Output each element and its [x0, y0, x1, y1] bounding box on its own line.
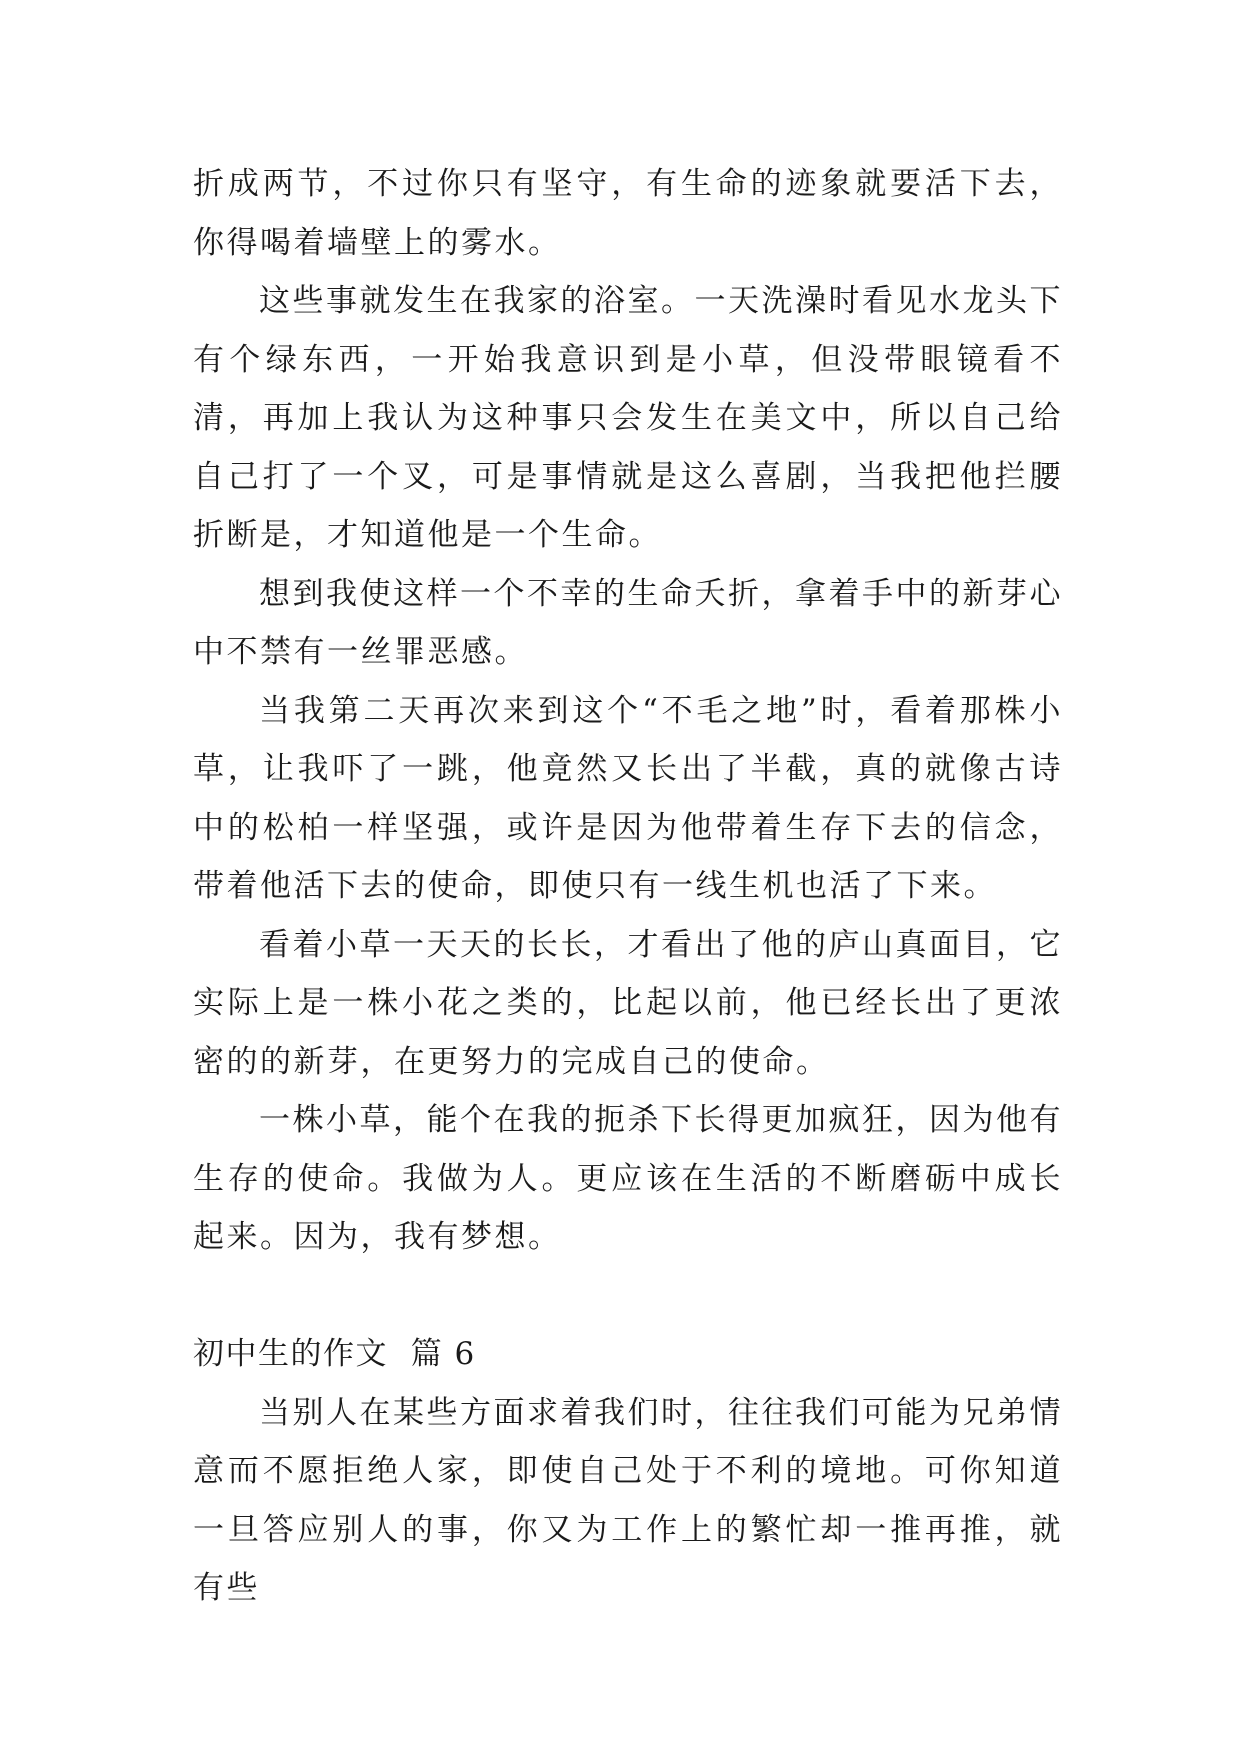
section-title: 初中生的作文 篇 6 [193, 1336, 476, 1372]
paragraph-6: 一株小草，能个在我的扼杀下长得更加疯狂，因为他有生存的使命。我做为人。更应该在生活的不断磨砺中成长起来。因为，我有梦想。 [193, 1102, 1063, 1255]
section-paragraph-1: 当别人在某些方面求着我们时，往往我们可能为兄弟情意而不愿拒绝人家，即使自己处于不利的境地。可你知道一旦答应别人的事，你又为工作上的繁忙却一推再推，就有些 [193, 1394, 1063, 1606]
paragraph-4: 当我第二天再次来到这个“不毛之地”时，看着那株小草，让我吓了一跳，他竟然又长出了半截，真的就像古诗中的松柏一样坚强，或许是因为他带着生存下去的信念，带着他活下去的使命，即使只有一线生机也活了下来。 [193, 692, 1063, 904]
document-body [193, 155, 1063, 1618]
paragraph-2: 这些事就发生在我家的浴室。一天洗澡时看见水龙头下有个绿东西，一开始我意识到是小草，但没带眼镜看不清，再加上我认为这种事只会发生在美文中，所以自己给自己打了一个叉，可是事情就是这么喜剧，当我把他拦腰折断是，才知道他是一个生命。 [193, 283, 1063, 553]
paragraph-1: 折成两节，不过你只有坚守，有生命的迹象就要活下去，你得喝着墙壁上的雾水。 [193, 166, 1063, 261]
paragraph-5: 看着小草一天天的长长，才看出了他的庐山真面目，它实际上是一株小花之类的，比起以前，他已经长出了更浓密的的新芽，在更努力的完成自己的使命。 [193, 926, 1063, 1080]
paragraph-3: 想到我使这样一个不幸的生命夭折，拿着手中的新芽心中不禁有一丝罪恶感。 [193, 575, 1063, 670]
